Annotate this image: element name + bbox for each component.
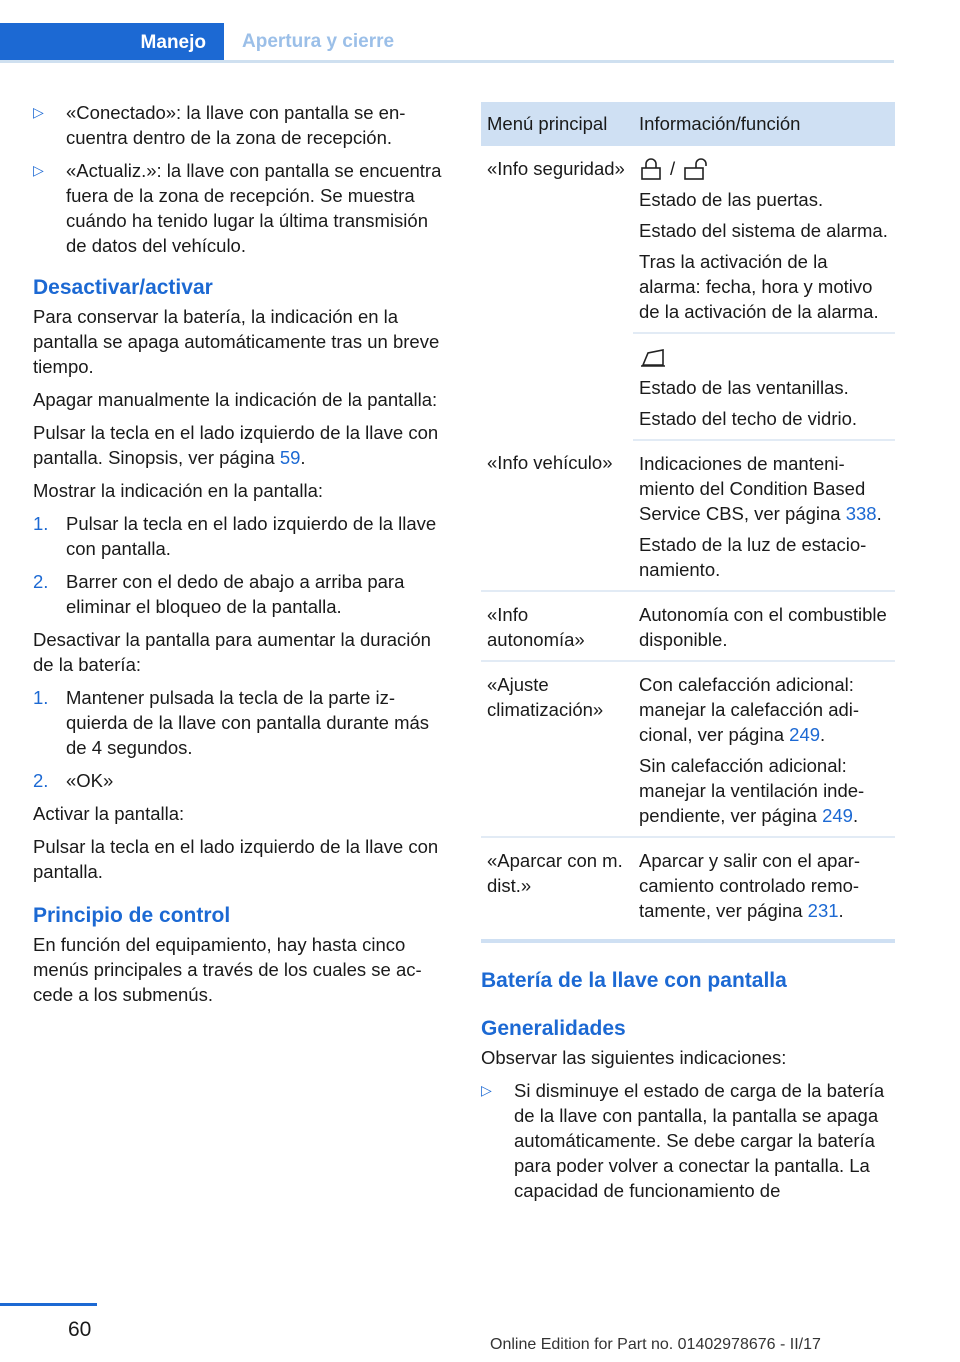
menu-cell: «Ajuste climatización» [481, 661, 633, 837]
lock-closed-icon [639, 158, 663, 180]
tab-apertura-label: Apertura y cierre [242, 30, 395, 52]
triangle-bullet-icon: ▷ [33, 162, 44, 178]
page-link[interactable]: 338 [845, 503, 877, 524]
header-divider [0, 60, 894, 63]
menu-cell: «Info seguridad» [487, 158, 625, 179]
list-item: ▷ «Actualiz.»: la llave con pantalla se encuentra fuera de la zona de recepción. Se muestra cuándo ha tenido lugar la última transmisión de datos del vehículo. [33, 160, 442, 256]
header-bar [0, 23, 960, 63]
tab-apertura[interactable] [224, 23, 394, 60]
table-row [481, 591, 895, 661]
page-link[interactable]: 231 [807, 900, 839, 921]
triangle-bullet-icon: ▷ [33, 104, 44, 120]
list-item: ▷ «Conectado»: la llave con pantalla se encuentra dentro de la zona de recepción. [33, 102, 406, 148]
list-item: 2. Barrer con el dedo de abajo a arriba para eliminar el bloqueo de la pantalla. [33, 571, 405, 617]
table-row [481, 146, 895, 333]
column-header: Información/función [633, 102, 895, 146]
right-column [481, 102, 895, 1211]
lock-open-icon [682, 158, 712, 180]
triangle-bullet-icon: ▷ [481, 1082, 492, 1098]
section-heading: Batería de la llave con pantalla [481, 969, 787, 992]
paragraph: Observar las siguientes indicaciones: [481, 1047, 787, 1068]
info-cell: Con calefacción adicional: manejar la calefacción adicional, ver página 249. Sin calefacción adicional: manejar la ventilación independiente, ver página 249. [633, 661, 895, 837]
menu-cell: «Info vehículo» [481, 440, 633, 591]
info-cell: Indicaciones de mantenimiento del Condition Based Service CBS, ver página 338. Estado de la luz de estacionamiento. [633, 440, 895, 591]
page-link[interactable]: 249 [789, 724, 821, 745]
info-cell: Aparcar y salir con el aparcamiento controlado remotamente, ver página 231. [633, 837, 895, 941]
table-row [481, 440, 895, 591]
table-row [481, 837, 895, 941]
tab-manejo[interactable] [0, 23, 224, 63]
paragraph: En función del equipamiento, hay hasta cinco menús principales a través de los cuales se accede a los submenús. [33, 934, 422, 1005]
paragraph: Para conservar la batería, la indicación en la pantalla se apaga automáticamente tras un breve tiempo. [33, 306, 440, 377]
page-number: 60 [68, 1318, 92, 1341]
menu-cell: «Info autonomía» [481, 591, 633, 661]
footer-divider [0, 1303, 97, 1306]
edition-note: Online Edition for Part no. 01402978676 - II/17 [490, 1336, 821, 1353]
icon-row: / [639, 156, 889, 181]
table-header-row [481, 102, 895, 146]
paragraph: Desactivar la pantalla para aumentar la duración de la batería: [33, 629, 431, 675]
section-heading: Desactivar/activar [33, 276, 213, 299]
window-icon [639, 346, 667, 368]
list-item: ▷ Si disminuye el estado de carga de la batería de la llave con pantalla, la pantalla se apaga automáticamente. Se debe cargar la batería para poder volver a conectar la pantalla. La capacidad de funcionamiento de [481, 1080, 885, 1201]
column-header: Menú principal [481, 102, 633, 146]
page-link[interactable]: 59 [279, 447, 301, 468]
tab-manejo-label: Manejo [140, 32, 206, 53]
paragraph: Activar la pantalla: [33, 803, 185, 824]
table-row [481, 661, 895, 837]
paragraph: Pulsar la tecla en el lado izquierdo de la llave con pantalla. Sinopsis, ver página 59. [33, 422, 439, 468]
page-link[interactable]: 249 [822, 805, 853, 826]
list-item: 1. Pulsar la tecla en el lado izquierdo de la llave con pantalla. [33, 513, 437, 559]
list-item: 1. Mantener pulsada la tecla de la parte izquierda de la llave con pantalla durante más de 4 segundos. [33, 687, 430, 758]
menu-cell: «Aparcar con m. dist.» [481, 837, 633, 941]
info-cell: Estado de las ventanillas. Estado del techo de vidrio. [633, 333, 895, 440]
info-cell: Autonomía con el combustible disponible. [633, 591, 895, 661]
info-cell: / Estado de las puertas. Estado del sistema de alarma. Tras la activación de la alarma: fecha, hora y motivo de la activación de la alarma. [633, 146, 895, 333]
paragraph: Pulsar la tecla en el lado izquierdo de la llave con pantalla. [33, 836, 439, 882]
section-heading: Principio de control [33, 904, 231, 927]
paragraph: Apagar manualmente la indicación de la pantalla: [33, 389, 438, 410]
left-column [33, 100, 448, 1015]
paragraph: Mostrar la indicación en la pantalla: [33, 480, 323, 501]
menu-table [481, 102, 895, 943]
list-item: 2. «OK» [33, 770, 114, 791]
subsection-heading: Generalidades [481, 1017, 626, 1040]
